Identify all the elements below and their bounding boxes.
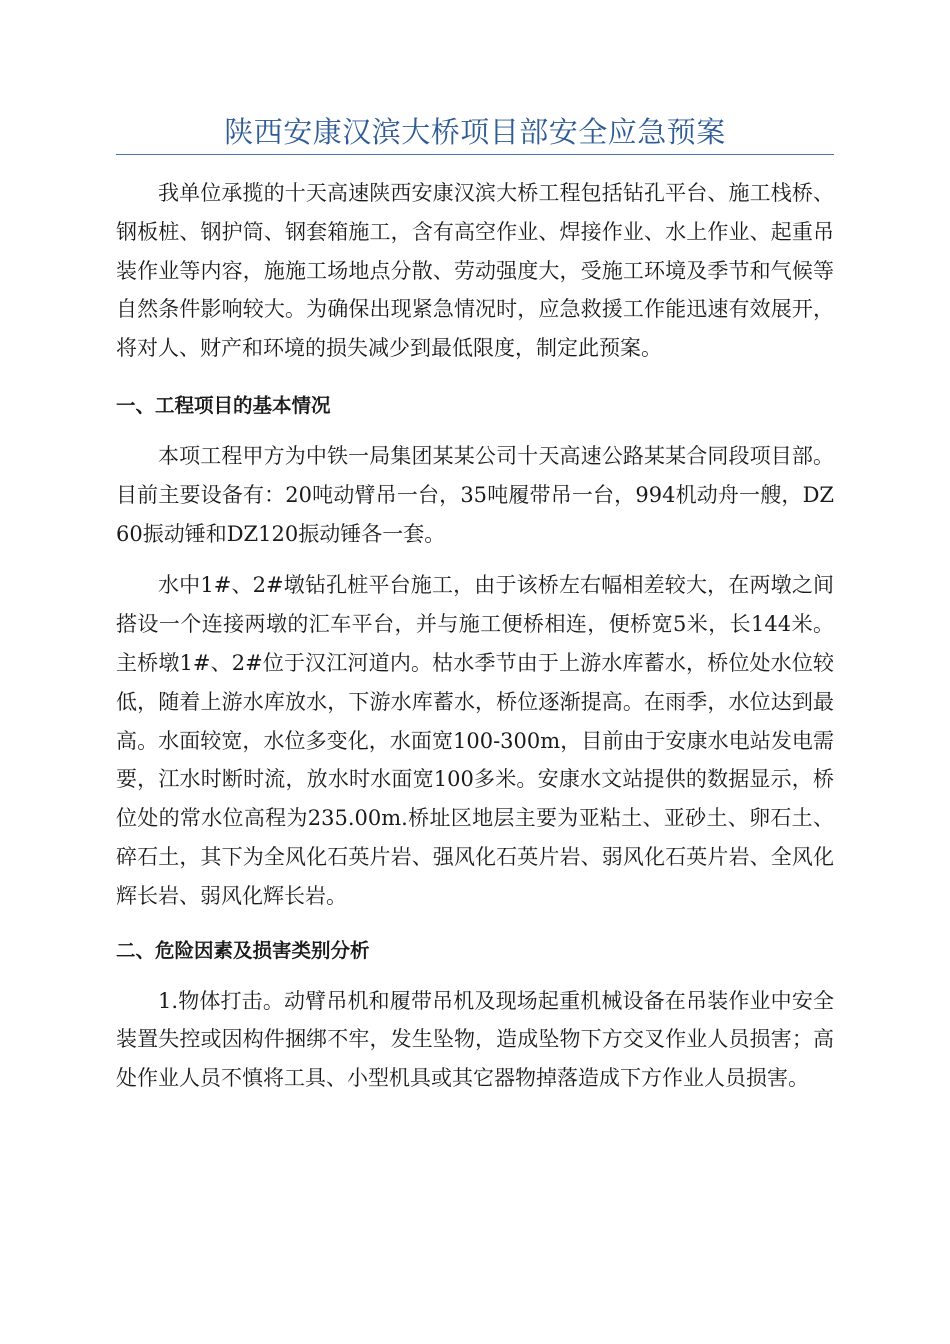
section-heading-project-overview: 一、工程项目的基本情况 xyxy=(116,393,331,417)
document-title: 陕西安康汉滨大桥项目部安全应急预案 xyxy=(224,115,726,149)
body-paragraph: 本项工程甲方为中铁一局集团某某公司十天高速公路某某合同段项目部。目前主要设备有：20吨动臂吊一台，35吨履带吊一台，994机动舟一艘，DZ60振动锤和DZ120振动锤各一套。 xyxy=(116,443,834,546)
intro-paragraph: 我单位承揽的十天高速陕西安康汉滨大桥工程包括钻孔平台、施工栈桥、钢板桩、钢护筒、钢套箱施工，含有高空作业、焊接作业、水上作业、起重吊装作业等内容，施施工场地点分散、劳动强度大，受施工环境及季节和气候等自然条件影响较大。为确保出现紧急情况时，应急救援工作能迅速有效展开，将对人、财产和环境的损失减少到最低限度，制定此预案。 xyxy=(116,181,834,361)
body-paragraph: 水中1#、2#墩钻孔桩平台施工，由于该桥左右幅相差较大，在两墩之间搭设一个连接两墩的汇车平台，并与施工便桥相连，便桥宽5米，长144米。主桥墩1#、2#位于汉江河道内。枯水季节由于上游水库蓄水，桥位处水位较低，随着上游水库放水，下游水库蓄水，桥位逐渐提高。在雨季，水位达到最高。水面较宽，水位多变化，水面宽100-300m，目前由于安康水电站发电需要，江水时断时流，放水时水面宽100多米。安康水文站提供的数据显示，桥位处的常水位高程为235.00m.桥址区地层主要为亚粘土、亚砂土、卵石土、碎石土，其下为全风化石英片岩、强风化石英片岩、弱风化石英片岩、全风化辉长岩、弱风化辉长岩。 xyxy=(116,573,834,908)
body-paragraph: 1.物体打击。动臂吊机和履带吊机及现场起重机械设备在吊装作业中安全装置失控或因构件捆绑不牢，发生坠物，造成坠物下方交叉作业人员损害；高处作业人员不慎将工具、小型机具或其它器物掉落造成下方作业人员损害。 xyxy=(116,988,834,1091)
section-heading-hazard-analysis: 二、危险因素及损害类别分析 xyxy=(116,938,370,962)
title-underline xyxy=(116,154,834,155)
document-body xyxy=(116,174,834,1098)
